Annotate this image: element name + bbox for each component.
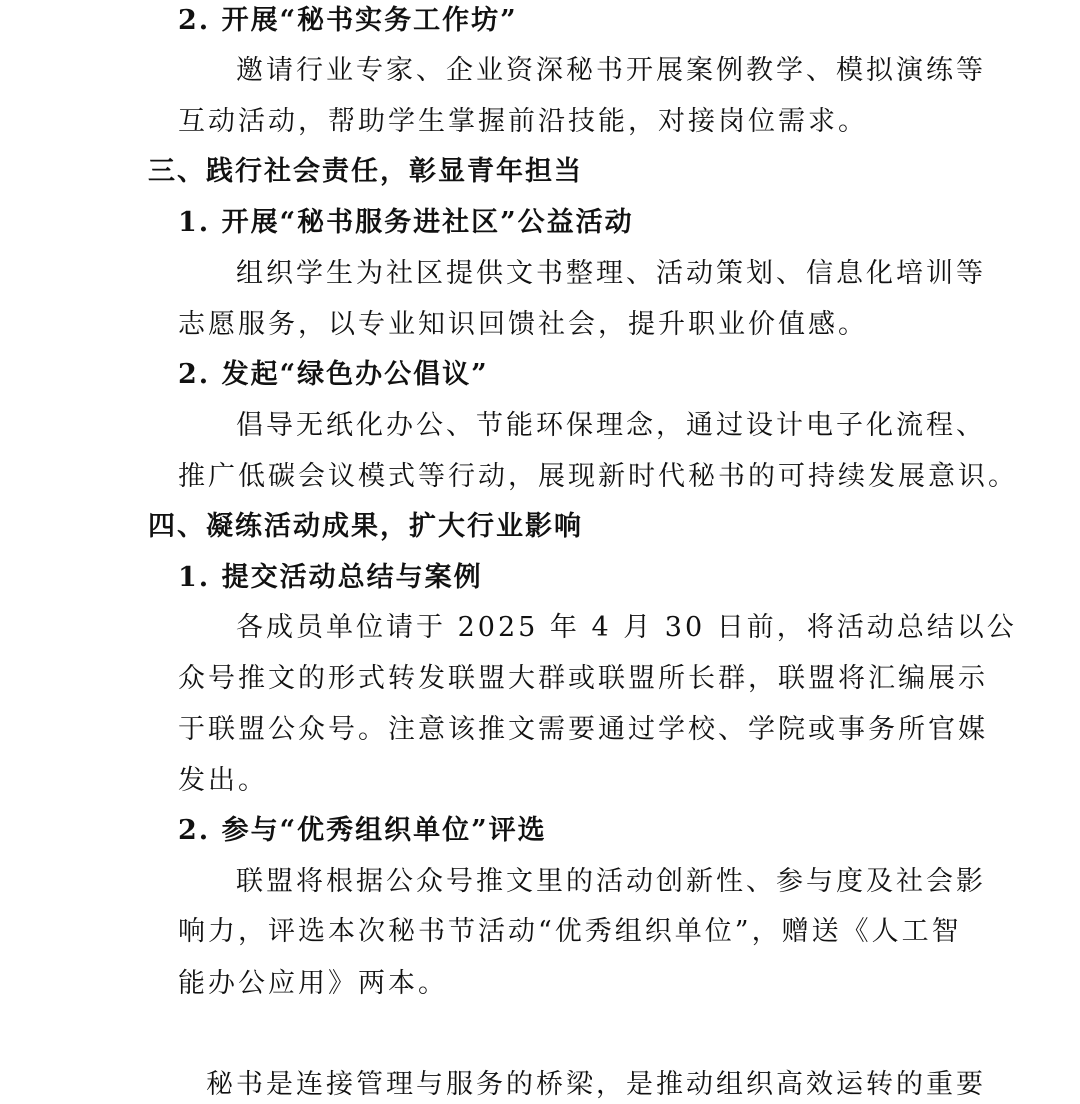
subsection-heading: 2. 发起“绿色办公倡议” — [178, 359, 489, 390]
paragraph-line: 能办公应用》两本。 — [178, 968, 448, 999]
paragraph-line: 邀请行业专家、企业资深秘书开展案例教学、模拟演练等 — [236, 55, 986, 86]
paragraph-line: 响力，评选本次秘书节活动“优秀组织单位”，赠送《人工智 — [178, 916, 962, 947]
subsection-heading: 1. 提交活动总结与案例 — [178, 562, 483, 593]
subsection-heading: 2. 参与“优秀组织单位”评选 — [178, 815, 547, 846]
paragraph-line: 众号推文的形式转发联盟大群或联盟所长群，联盟将汇编展示 — [178, 663, 988, 694]
paragraph-line: 联盟将根据公众号推文里的活动创新性、参与度及社会影 — [236, 866, 986, 897]
paragraph-line: 推广低碳会议模式等行动，展现新时代秘书的可持续发展意识。 — [178, 461, 1018, 492]
paragraph-line: 志愿服务，以专业知识回馈社会，提升职业价值感。 — [178, 309, 868, 340]
section-heading: 四、凝练活动成果，扩大行业影响 — [148, 511, 583, 542]
subsection-heading: 2. 开展“秘书实务工作坊” — [178, 5, 518, 36]
paragraph-line: 互动活动，帮助学生掌握前沿技能，对接岗位需求。 — [178, 106, 868, 137]
section-heading: 三、践行社会责任，彰显青年担当 — [148, 156, 583, 187]
paragraph-line: 倡导无纸化办公、节能环保理念，通过设计电子化流程、 — [236, 410, 986, 441]
paragraph-line: 发出。 — [178, 765, 268, 796]
paragraph-line: 秘书是连接管理与服务的桥梁，是推动组织高效运转的重要 — [206, 1069, 986, 1100]
paragraph-line: 各成员单位请于 2025 年 4 月 30 日前，将活动总结以公 — [236, 612, 1017, 643]
paragraph-line: 组织学生为社区提供文书整理、活动策划、信息化培训等 — [236, 258, 986, 289]
paragraph-line: 于联盟公众号。注意该推文需要通过学校、学院或事务所官媒 — [178, 714, 988, 745]
subsection-heading: 1. 开展“秘书服务进社区”公益活动 — [178, 207, 634, 238]
